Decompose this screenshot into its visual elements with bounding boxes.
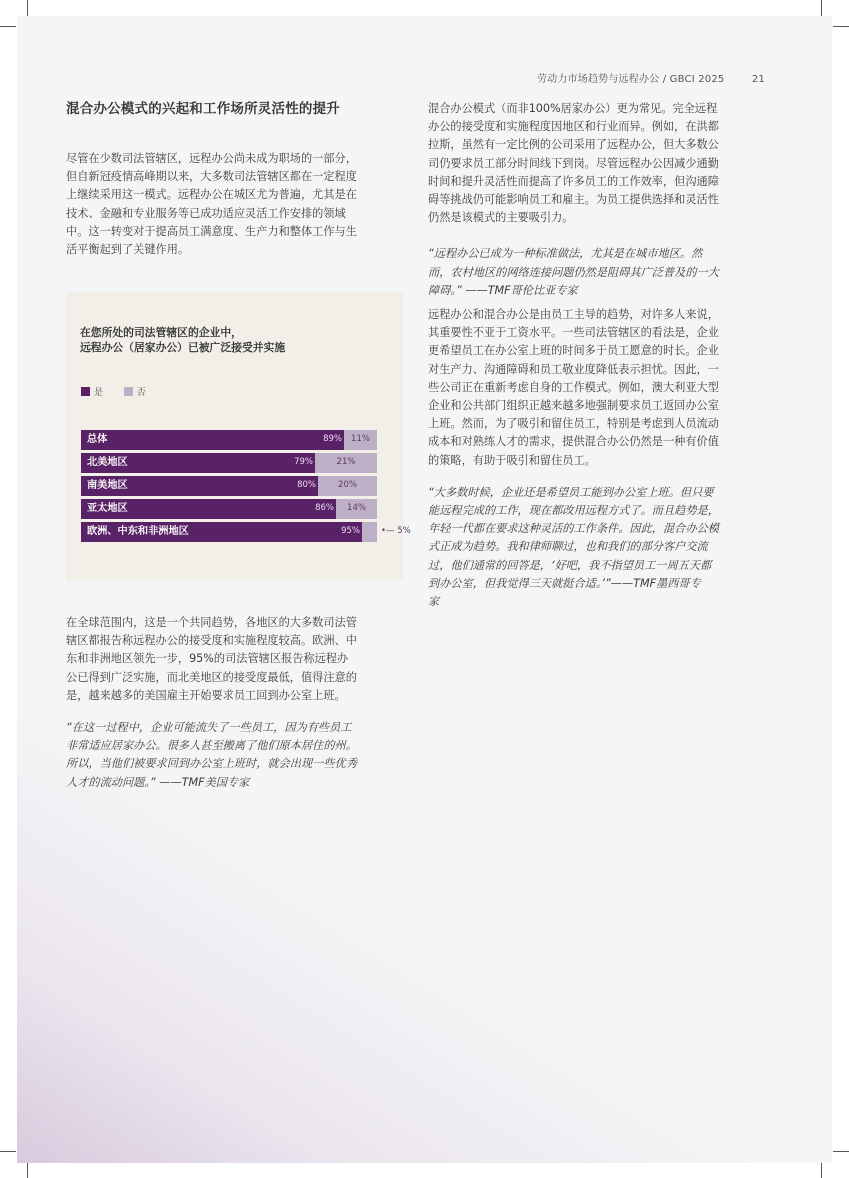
- text-line: 东和非洲地区领先一步，95%的司法管辖区报告称远程办: [66, 652, 349, 666]
- legend-item-no: [124, 388, 146, 398]
- text-line: 时间和提升灵活性而提高了许多员工的工作效率，但沟通障: [428, 174, 719, 188]
- legend-label-yes: 是: [94, 388, 104, 398]
- text-line: 过，他们通常的回答是，‘好吧，我不指望员工一周五天都: [428, 558, 712, 572]
- bar-row: [81, 430, 377, 450]
- text-line: 混合办公模式（而非100%居家办公）更为常见。完全远程: [428, 102, 718, 115]
- bar-no: [362, 522, 377, 542]
- bar-category-label: 亚太地区: [87, 503, 128, 514]
- crop-mark: [833, 1151, 849, 1152]
- text-line: 碍等挑战仍可能影响员工和雇主。为员工提供选择和灵活性: [428, 193, 719, 207]
- bar-category-label: 总体: [87, 434, 108, 445]
- text-line: 上继续采用这一模式。远程办公在城区尤为普遍，尤其是在: [66, 188, 357, 202]
- bar-value-yes: 79%: [294, 457, 313, 467]
- text-line: 企业和公共部门组织正越来越多地强制要求员工返回办公室: [428, 399, 719, 413]
- legend-label-no: 否: [136, 388, 146, 398]
- legend-item-yes: [81, 388, 103, 398]
- text-line: 远程办公和混合办公是由员工主导的趋势，对许多人来说，: [428, 308, 719, 322]
- text-line: 些公司正在重新考虑自身的工作模式。例如，澳大利亚大型: [428, 380, 719, 394]
- chart-title: [80, 325, 380, 355]
- text-line: 是，越来越多的美国雇主开始要求员工回到办公室上班。: [66, 688, 346, 702]
- text-line: 办公的接受度和实施程度因地区和行业而异。例如，在洪都: [428, 120, 719, 134]
- text-line: 其重要性不亚于工资水平。一些司法管辖区的看法是，企业: [428, 326, 719, 340]
- bar-row: [81, 453, 377, 473]
- bar-value-no: •— 5%: [381, 526, 411, 536]
- text-line: 障碍。” ——TMF哥伦比亚专家: [428, 283, 578, 297]
- text-line: 上班。然而，为了吸引和留住员工，特别是考虑到人员流动: [428, 417, 719, 431]
- bar-value-yes: 89%: [323, 434, 342, 444]
- text-line: 到办公室，但我觉得三天就挺合适。’”——TMF墨西哥专: [428, 576, 701, 590]
- text-line: 尽管在少数司法管辖区，远程办公尚未成为职场的一部分，: [66, 152, 357, 165]
- crop-mark: [0, 26, 16, 27]
- text-line: “在这一过程中，企业可能流失了一些员工，因为有些员工: [66, 721, 352, 735]
- chart-legend: [81, 385, 164, 398]
- bar-row: [81, 499, 377, 519]
- bar-yes: [81, 430, 344, 450]
- crop-mark: [833, 26, 849, 27]
- crop-mark: [27, 0, 28, 16]
- quote-mexico: [428, 484, 762, 611]
- text-line: 但自新冠疫情高峰期以来，大多数司法管辖区都在一定程度: [66, 170, 357, 184]
- quote-colombia: [428, 245, 762, 300]
- legend-swatch-yes: [81, 387, 90, 396]
- bar-category-label: 南美地区: [87, 480, 128, 491]
- text-line: 家: [428, 595, 440, 609]
- bar-value-no: 20%: [338, 480, 357, 490]
- crop-mark: [27, 1162, 28, 1178]
- bar-value-no: 21%: [336, 457, 356, 467]
- text-line: “远程办公已成为一种标准做法，尤其是在城市地区。然: [428, 247, 703, 261]
- chart-title-line: 在您所处的司法管辖区的企业中，: [80, 326, 242, 339]
- section-heading: 混合办公模式的兴起和工作场所灵活性的提升: [66, 101, 340, 117]
- text-line: 非常适应居家办公。很多人甚至搬离了他们原本居住的州。: [66, 739, 357, 753]
- bar-category-label: 欧洲、中东和非洲地区: [87, 526, 189, 537]
- text-line: 辖区都报告称远程办公的接受度和实施程度较高。欧洲、中: [66, 634, 357, 648]
- bar-value-yes: 86%: [315, 503, 334, 513]
- crop-mark: [821, 0, 822, 16]
- text-line: 所以，当他们被要求回到办公室上班时，就会出现一些优秀: [66, 757, 357, 771]
- page-number: 21: [751, 74, 765, 85]
- quote-usa: [66, 719, 404, 792]
- bar-category-label: 北美地区: [87, 457, 128, 468]
- right-paragraph-2: [428, 306, 762, 470]
- chart-title-line: 远程办公（居家办公）已被广泛接受并实施: [80, 341, 286, 354]
- text-line: 活平衡起到了关键作用。: [66, 243, 190, 257]
- text-line: 技术、金融和专业服务等已成功适应灵活工作安排的领域: [66, 206, 346, 220]
- right-paragraph-1: [428, 100, 762, 227]
- left-paragraph-2: [66, 614, 404, 705]
- bar-value-yes: 95%: [341, 526, 360, 536]
- bar-row: [81, 476, 377, 496]
- text-line: 的策略，有助于吸引和留住员工。: [428, 453, 596, 467]
- text-line: 拉斯，虽然有一定比例的公司采用了远程办公，但大多数公: [428, 138, 719, 152]
- right-column: [428, 100, 762, 611]
- text-line: 而，农村地区的网络连接问题仍然是阻碍其广泛普及的一大: [428, 265, 719, 279]
- bar-row: [81, 522, 411, 542]
- text-line: 式正成为趋势。我和律师聊过，也和我们的部分客户交流: [428, 540, 708, 554]
- text-line: 公已得到广泛实施，而北美地区的接受度最低，值得注意的: [66, 670, 357, 684]
- text-line: 在全球范围内，这是一个共同趋势，各地区的大多数司法管: [66, 616, 357, 629]
- text-line: 人才的流动问题。” ——TMF美国专家: [66, 775, 250, 789]
- crop-mark: [0, 1151, 16, 1152]
- text-line: 更希望员工在办公室上班的时间多于员工愿意的时长。企业: [428, 344, 719, 358]
- text-line: 司仍要求员工部分时间线下到岗。尽管远程办公因减少通勤: [428, 156, 719, 170]
- text-line: 能远程完成的工作，现在都改用远程方式了。而且趋势是，: [428, 504, 719, 518]
- bar-chart: [81, 430, 411, 545]
- crop-mark: [821, 1162, 822, 1178]
- text-line: 中。这一转变对于提高员工满意度、生产力和整体工作与生: [66, 224, 357, 238]
- text-line: 仍然是该模式的主要吸引力。: [428, 211, 574, 225]
- text-line: 对生产力、沟通障碍和员工敬业度降低表示担忧。因此，一: [428, 362, 719, 376]
- bar-value-no: 11%: [351, 434, 370, 444]
- bar-value-no: 14%: [347, 503, 366, 513]
- left-column-lower: [66, 614, 404, 792]
- legend-swatch-no: [124, 387, 133, 396]
- text-line: 年轻一代都在要求这种灵活的工作条件。因此，混合办公模: [428, 522, 719, 536]
- text-line: 成本和对熟练人才的需求，提供混合办公仍然是一种有价值: [428, 435, 719, 449]
- chart-panel: [66, 292, 411, 581]
- running-header: [537, 70, 765, 85]
- text-line: “大多数时候，企业还是希望员工能到办公室上班。但只要: [428, 485, 714, 499]
- bar-value-yes: 80%: [297, 480, 316, 490]
- running-title: 劳动力市场趋势与远程办公 / GBCI 2025: [536, 74, 725, 85]
- left-column: [66, 100, 404, 259]
- left-paragraph-1: [66, 150, 404, 259]
